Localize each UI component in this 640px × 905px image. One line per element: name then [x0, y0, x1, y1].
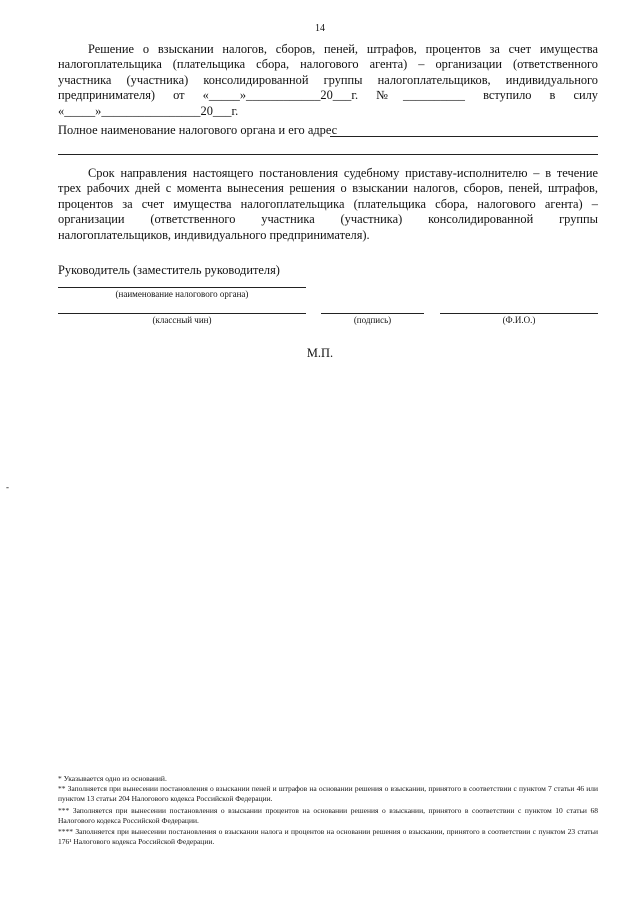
stray-mark: -: [6, 482, 9, 492]
footnote-1: * Указывается одно из оснований.: [58, 774, 167, 783]
footnote-4: **** Заполняется при вынесении постановления о взыскании налога и процентов на основании решения о взыскании, принятого в соответствии с пунктом 23 статьи 176¹ Налогового кодекса Российской Федерации.: [58, 827, 598, 847]
footnote-2: ** Заполняется при вынесении постановления о взыскании пеней и штрафов на основании решения о взыскании, принятого в соответствии с пунктом 7 статьи 46 или пунктом 13 статьи 204 Налогового кодекса Российской Федерации.: [58, 784, 598, 804]
stamp-place: М.П.: [306, 346, 334, 360]
authority-name-line: [58, 287, 306, 288]
deadline-paragraph: Срок направления настоящего постановления судебному приставу-исполнителю – в течение трех рабочих дней с момента вынесения решения о взыскании налогов, сборов, пеней, штрафов, процентов за счет имущества налогоплательщика (плательщика сбора, налогового агента) – организации (ответственного участника (участника) консолидированной группы налогоплательщиков, индивидуального предпринимателя).: [58, 166, 598, 242]
tax-authority-label: Полное наименование налогового органа и его адрес: [58, 123, 338, 137]
decision-paragraph: Решение о взыскании налогов, сборов, пеней, штрафов, процентов за счет имущества налогоплательщика (плательщика сбора, налогового агента) – организации (ответственного участника (участника) консолидированной группы налогоплательщиков, индивидуального предпринимателя) от «_____»____________20___г. №__________ вступило в силу «_____»________________20___г.: [58, 42, 598, 118]
signature-line: [321, 313, 424, 314]
class-rank-caption: (классный чин): [152, 315, 212, 325]
authority-name-caption: (наименование налогового органа): [115, 289, 249, 299]
footnote-3: *** Заполняется при вынесении постановления о взыскании процентов на основании решения о взыскании, принятого в соответствии с пунктом 10 статьи 68 Налогового кодекса Российской Федерации.: [58, 806, 598, 826]
signature-caption: (подпись): [353, 315, 392, 325]
page-number: 14: [315, 23, 325, 34]
tax-authority-field-line: [330, 136, 598, 137]
head-label: Руководитель (заместитель руководителя): [58, 263, 280, 277]
full-name-line: [440, 313, 598, 314]
tax-authority-field-line-2: [58, 154, 598, 155]
class-rank-line: [58, 313, 306, 314]
full-name-caption: (Ф.И.О.): [502, 315, 536, 325]
